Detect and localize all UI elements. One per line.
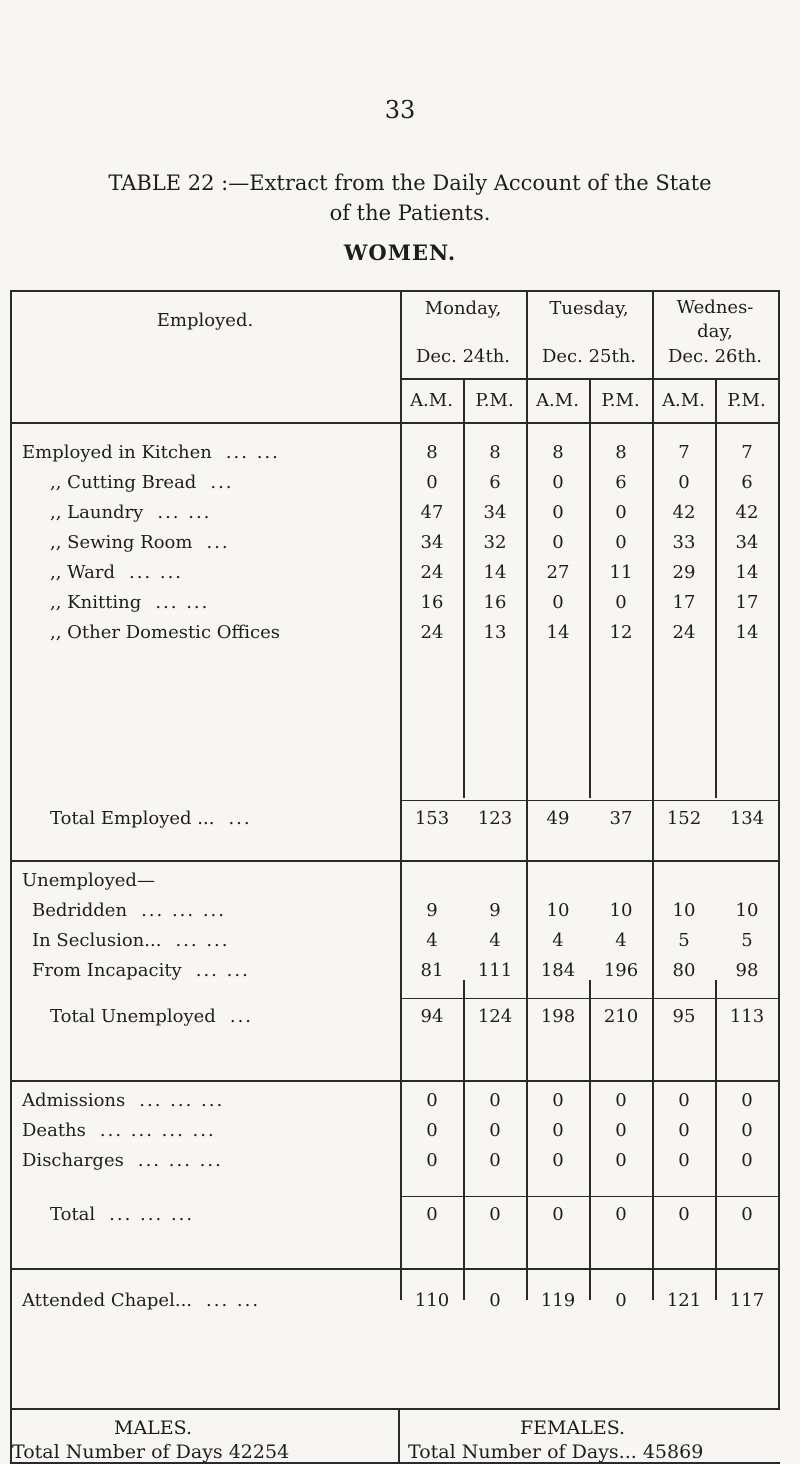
movement-row-0-label <box>22 1090 224 1111</box>
employed-row-1-label-text: ,, Cutting Bread <box>50 472 197 493</box>
total-unemployed-label-text: Total Unemployed <box>50 1006 216 1027</box>
employed-row-2-leader-dots: ... ... <box>157 502 212 523</box>
label-divider <box>400 290 402 1300</box>
movement-section-rule <box>10 1268 780 1270</box>
unemployed-row-2-leader-dots: ... ... <box>195 960 250 981</box>
employed-row-2-value-1: 34 <box>483 502 507 523</box>
wednesday-date: Dec. 26th. <box>667 346 763 367</box>
table-top-rule <box>10 290 780 292</box>
footer-divider <box>398 1410 400 1464</box>
header-bottom-rule <box>10 422 780 424</box>
unemployed-row-0-value-3: 10 <box>609 900 633 921</box>
tuesday-name: Tuesday, <box>549 298 629 319</box>
ampm-divider-3 <box>715 378 717 798</box>
males-heading: MALES. <box>114 1417 193 1439</box>
employed-row-3-value-2: 0 <box>552 532 564 553</box>
unemployed-row-0-value-4: 10 <box>672 900 696 921</box>
total-movement-value-2: 0 <box>552 1204 564 1225</box>
chapel-row-value-1: 0 <box>489 1290 501 1311</box>
unemployed-row-1-value-0: 4 <box>426 930 438 951</box>
employed-row-3-value-3: 0 <box>615 532 627 553</box>
employed-row-3-label-text: ,, Sewing Room <box>50 532 193 553</box>
total-movement-leader-dots: ... ... ... <box>109 1204 195 1225</box>
employed-row-5-value-5: 17 <box>735 592 759 613</box>
unemployed-row-0-label-text: Bedridden <box>32 900 128 921</box>
employed-row-3-leader-dots: ... <box>206 532 230 553</box>
chapel-row-label-text: Attended Chapel... <box>22 1290 193 1311</box>
total-movement-value-3: 0 <box>615 1204 627 1225</box>
movement-row-2-leader-dots: ... ... ... <box>137 1150 223 1171</box>
ampm-divider-2 <box>589 378 591 798</box>
employed-row-6-label-text: ,, Other Domestic Offices <box>50 622 281 643</box>
wednesday-name-line-2: day, <box>697 321 733 342</box>
employed-row-0-leader-dots: ... ... <box>225 442 280 463</box>
unemployed-row-1-value-4: 5 <box>678 930 690 951</box>
employed-row-0-label-text: Employed in Kitchen <box>22 442 212 463</box>
total-employed-value-0: 153 <box>414 808 450 829</box>
total-employed-label <box>50 808 252 829</box>
unemployed-row-0-value-2: 10 <box>546 900 570 921</box>
movement-row-1-value-3: 0 <box>615 1120 627 1141</box>
employed-row-1-value-3: 6 <box>615 472 627 493</box>
total-employed-value-1: 123 <box>477 808 513 829</box>
movement-row-1-label-text: Deaths <box>22 1120 86 1141</box>
movement-row-0-leader-dots: ... ... ... <box>139 1090 225 1111</box>
employed-row-0-label <box>22 442 280 463</box>
unemployed-section-rule <box>10 1080 780 1082</box>
employed-row-5-leader-dots: ... ... <box>155 592 210 613</box>
employed-row-1-value-5: 6 <box>741 472 753 493</box>
employed-row-6-label <box>50 622 280 643</box>
total-unemployed-value-3: 210 <box>603 1006 639 1027</box>
employed-row-2-value-0: 47 <box>420 502 444 523</box>
employed-row-6-value-0: 24 <box>420 622 444 643</box>
caption-line-2: of the Patients. <box>329 201 491 225</box>
movement-row-0-value-1: 0 <box>489 1090 501 1111</box>
total-movement-label-text: Total <box>50 1204 96 1225</box>
ampm-divider-1b <box>463 980 465 1300</box>
movement-row-2-value-3: 0 <box>615 1150 627 1171</box>
employed-row-2-value-4: 42 <box>672 502 696 523</box>
employed-row-5-label-text: ,, Knitting <box>50 592 142 613</box>
ampm-divider-3b <box>715 980 717 1300</box>
chapel-row-value-4: 121 <box>666 1290 702 1311</box>
movement-row-0-value-0: 0 <box>426 1090 438 1111</box>
movement-row-2-label <box>22 1150 223 1171</box>
movement-row-0-value-4: 0 <box>678 1090 690 1111</box>
movement-row-0-value-2: 0 <box>552 1090 564 1111</box>
unemployed-row-2-label <box>32 960 250 981</box>
unemployed-row-0-value-1: 9 <box>489 900 501 921</box>
total-unemployed-rule <box>400 998 780 999</box>
employed-row-4-value-3: 11 <box>609 562 633 583</box>
wednesday-name <box>652 296 778 344</box>
employed-row-6-value-1: 13 <box>483 622 507 643</box>
employed-row-5-value-1: 16 <box>483 592 507 613</box>
movement-row-1-value-1: 0 <box>489 1120 501 1141</box>
total-unemployed-leader-dots: ... <box>229 1006 254 1027</box>
chapel-row-value-0: 110 <box>414 1290 450 1311</box>
unemployed-row-2-value-1: 111 <box>477 960 513 981</box>
tue-am-header: A.M. <box>536 390 579 411</box>
total-employed-leader-dots: ... <box>228 808 252 829</box>
chapel-row-value-2: 119 <box>540 1290 576 1311</box>
movement-row-1-leader-dots: ... ... ... ... <box>99 1120 216 1141</box>
employed-row-5-value-2: 0 <box>552 592 564 613</box>
unemployed-row-0-value-5: 10 <box>735 900 759 921</box>
employed-section-rule <box>10 860 780 862</box>
employed-row-6-value-4: 24 <box>672 622 696 643</box>
unemployed-row-1-leader-dots: ... ... <box>175 930 230 951</box>
movement-row-2-value-5: 0 <box>741 1150 753 1171</box>
unemployed-row-2-value-5: 98 <box>735 960 759 981</box>
movement-row-0-label-text: Admissions <box>22 1090 126 1111</box>
employed-row-6-value-5: 14 <box>735 622 759 643</box>
employed-row-6-value-2: 14 <box>546 622 570 643</box>
unemployed-row-2-value-0: 81 <box>420 960 444 981</box>
movement-row-2-value-1: 0 <box>489 1150 501 1171</box>
unemployed-row-1-value-2: 4 <box>552 930 564 951</box>
left-border <box>10 290 12 1410</box>
total-movement-value-4: 0 <box>678 1204 690 1225</box>
males-block <box>30 1416 193 1440</box>
unemployed-row-1-label <box>32 930 230 951</box>
employed-row-0-value-3: 8 <box>615 442 627 463</box>
wed-pm-header: P.M. <box>727 390 766 411</box>
employed-row-5-label <box>50 592 209 613</box>
employed-row-2-value-5: 42 <box>735 502 759 523</box>
movement-row-0-value-3: 0 <box>615 1090 627 1111</box>
unemployed-row-1-label-text: In Seclusion... <box>32 930 162 951</box>
unemployed-heading: Unemployed— <box>22 870 155 891</box>
employed-header: Employed. <box>156 310 254 331</box>
employed-row-4-leader-dots: ... ... <box>128 562 184 583</box>
movement-row-2-value-0: 0 <box>426 1150 438 1171</box>
employed-row-1-label <box>50 472 234 493</box>
unemployed-row-2-value-3: 196 <box>603 960 639 981</box>
unemployed-row-1-value-5: 5 <box>741 930 753 951</box>
total-employed-value-4: 152 <box>666 808 702 829</box>
movement-row-1-value-5: 0 <box>741 1120 753 1141</box>
movement-row-2-value-4: 0 <box>678 1150 690 1171</box>
unemployed-row-0-label <box>32 900 226 921</box>
total-movement-value-5: 0 <box>741 1204 753 1225</box>
table-bottom-rule <box>10 1408 780 1410</box>
employed-row-0-value-0: 8 <box>426 442 438 463</box>
males-total-days: Total Number of Days 42254 <box>12 1441 290 1463</box>
employed-row-5-value-0: 16 <box>420 592 444 613</box>
employed-row-3-value-5: 34 <box>735 532 759 553</box>
table-caption <box>40 168 780 228</box>
movement-row-2-label-text: Discharges <box>22 1150 124 1171</box>
employed-row-0-value-4: 7 <box>678 442 690 463</box>
total-unemployed-label <box>50 1006 253 1027</box>
unemployed-row-1-value-1: 4 <box>489 930 501 951</box>
employed-row-2-value-2: 0 <box>552 502 564 523</box>
day-divider-1 <box>526 290 528 1300</box>
total-employed-value-2: 49 <box>546 808 570 829</box>
movement-row-1-value-2: 0 <box>552 1120 564 1141</box>
total-unemployed-value-4: 95 <box>672 1006 696 1027</box>
monday-date: Dec. 24th. <box>415 346 511 367</box>
monday-name: Monday, <box>424 298 502 319</box>
employed-row-2-value-3: 0 <box>615 502 627 523</box>
total-employed-rule <box>400 800 780 801</box>
unemployed-row-2-value-2: 184 <box>540 960 576 981</box>
employed-row-1-value-0: 0 <box>426 472 438 493</box>
tue-pm-header: P.M. <box>601 390 640 411</box>
employed-row-3-value-0: 34 <box>420 532 444 553</box>
employed-row-4-value-4: 29 <box>672 562 696 583</box>
employed-row-0-value-5: 7 <box>741 442 753 463</box>
mon-pm-header: P.M. <box>475 390 514 411</box>
employed-row-2-label <box>50 502 211 523</box>
employed-row-1-value-1: 6 <box>489 472 501 493</box>
unemployed-row-0-leader-dots: ... ... ... <box>141 900 227 921</box>
employed-row-3-label <box>50 532 230 553</box>
chapel-row-leader-dots: ... ... <box>206 1290 261 1311</box>
employed-row-3-value-1: 32 <box>483 532 507 553</box>
movement-row-1-value-4: 0 <box>678 1120 690 1141</box>
employed-row-4-label-text: ,, Ward <box>50 562 115 583</box>
employed-row-1-leader-dots: ... <box>210 472 234 493</box>
chapel-row-value-3: 0 <box>615 1290 627 1311</box>
unemployed-row-2-value-4: 80 <box>672 960 696 981</box>
total-unemployed-value-5: 113 <box>729 1006 765 1027</box>
total-employed-value-3: 37 <box>609 808 633 829</box>
total-unemployed-value-2: 198 <box>540 1006 576 1027</box>
employed-row-4-value-2: 27 <box>546 562 570 583</box>
movement-row-1-value-0: 0 <box>426 1120 438 1141</box>
ampm-divider-2b <box>589 980 591 1300</box>
unemployed-row-2-label-text: From Incapacity <box>32 960 182 981</box>
unemployed-row-0-value-0: 9 <box>426 900 438 921</box>
total-movement-label <box>50 1204 194 1225</box>
females-heading: FEMALES. <box>520 1417 626 1439</box>
unemployed-row-1-value-3: 4 <box>615 930 627 951</box>
employed-row-1-value-4: 0 <box>678 472 690 493</box>
movement-row-1-label <box>22 1120 216 1141</box>
wed-am-header: A.M. <box>662 390 705 411</box>
employed-row-1-value-2: 0 <box>552 472 564 493</box>
females-total-days: Total Number of Days... 45869 <box>408 1441 704 1463</box>
employed-row-0-value-1: 8 <box>489 442 501 463</box>
employed-row-4-value-1: 14 <box>483 562 507 583</box>
employed-row-3-value-4: 33 <box>672 532 696 553</box>
movement-row-2-value-2: 0 <box>552 1150 564 1171</box>
employed-row-0-value-2: 8 <box>552 442 564 463</box>
chapel-row-value-5: 117 <box>729 1290 765 1311</box>
mon-am-header: A.M. <box>410 390 453 411</box>
employed-row-4-label <box>50 562 183 583</box>
employed-row-4-value-5: 14 <box>735 562 759 583</box>
chapel-row-label <box>22 1290 260 1311</box>
wednesday-name-line-1: Wednes- <box>676 297 754 318</box>
total-unemployed-value-0: 94 <box>420 1006 444 1027</box>
total-movement-rule <box>400 1196 780 1197</box>
right-border <box>778 290 780 1410</box>
page-number: 33 <box>384 96 416 124</box>
employed-row-5-value-3: 0 <box>615 592 627 613</box>
employed-row-2-label-text: ,, Laundry <box>50 502 144 523</box>
tuesday-date: Dec. 25th. <box>541 346 637 367</box>
ampm-divider-1 <box>463 378 465 798</box>
total-unemployed-value-1: 124 <box>477 1006 513 1027</box>
patients-table <box>10 290 780 1410</box>
total-movement-value-1: 0 <box>489 1204 501 1225</box>
total-employed-label-text: Total Employed ... <box>50 808 215 829</box>
movement-row-0-value-5: 0 <box>741 1090 753 1111</box>
caption-line-1: TABLE 22 :—Extract from the Daily Account of the State <box>108 171 712 195</box>
total-employed-value-5: 134 <box>729 808 765 829</box>
employed-row-4-value-0: 24 <box>420 562 444 583</box>
employed-row-5-value-4: 17 <box>672 592 696 613</box>
section-title: WOMEN. <box>343 240 457 265</box>
females-heading-wrap <box>408 1416 626 1440</box>
day-divider-2 <box>652 290 654 1300</box>
employed-row-6-value-3: 12 <box>609 622 633 643</box>
total-movement-value-0: 0 <box>426 1204 438 1225</box>
